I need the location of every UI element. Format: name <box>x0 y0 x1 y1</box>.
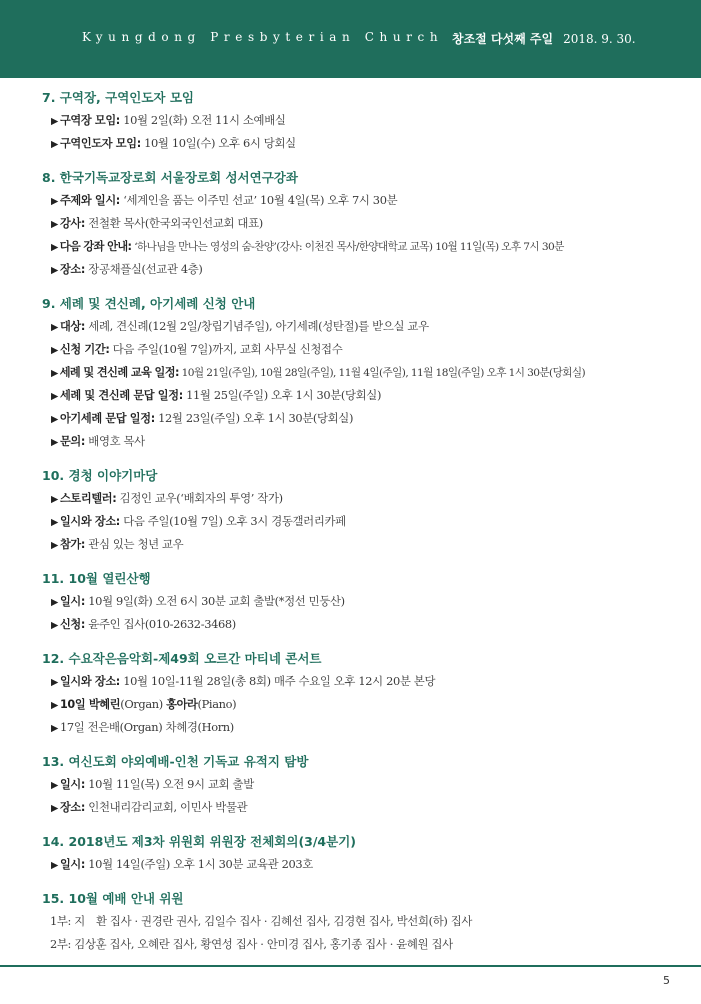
section-title: 15. 10월 예배 안내 위원 <box>42 891 184 906</box>
triangle-bullet-icon: ▶ <box>51 540 58 551</box>
triangle-bullet-icon: ▶ <box>51 723 58 734</box>
item-value: (Piano) <box>197 697 237 711</box>
item-label: 세례 및 견신례 교육 일정: <box>59 366 179 379</box>
item-value: 윤주인 집사(010-2632-3468) <box>85 617 236 631</box>
triangle-bullet-icon: ▶ <box>51 391 58 402</box>
item-value: ‘하나님을 만나는 영성의 숨-찬양’(강사: 이천진 목사/한양대학교 교목) 10월 11일(목) 오후 7시 30분 <box>131 241 564 253</box>
item-label: 주제와 일시: <box>59 194 120 207</box>
section-title: 9. 세례 및 견신례, 아기세례 신청 안내 <box>42 296 256 311</box>
item-label: 장소: <box>59 801 86 814</box>
list-item <box>42 258 692 281</box>
list-item <box>42 796 692 819</box>
item-label: 홍아라 <box>166 698 198 711</box>
church-name: Kyungdong Presbyterian Church <box>82 30 444 44</box>
usher-line: 1부: 지 환 집사 · 권경란 권사, 김일수 집사 · 김혜선 집사, 김경현 집사, 박선희(하) 집사 <box>50 914 473 928</box>
item-value: 배영호 목사 <box>85 434 145 448</box>
list-item <box>42 853 692 876</box>
triangle-bullet-icon: ▶ <box>51 219 58 230</box>
triangle-bullet-icon: ▶ <box>51 437 58 448</box>
item-label: 일시와 장소: <box>59 515 120 528</box>
item-value: (Organ) <box>120 697 167 711</box>
item-value: 김정인 교우(‘배회자의 투영’ 작가) <box>116 491 283 505</box>
section-title: 7. 구역장, 구역인도자 모임 <box>42 90 195 105</box>
item-value: 10월 10일(수) 오후 6시 당회실 <box>140 136 296 150</box>
triangle-bullet-icon: ▶ <box>51 700 58 711</box>
section-concert <box>42 647 692 739</box>
triangle-bullet-icon: ▶ <box>51 242 58 253</box>
list-item <box>42 510 692 533</box>
list-item <box>42 338 692 361</box>
item-label: 신청 기간: <box>59 343 110 356</box>
item-label: 10일 박혜린 <box>59 698 121 711</box>
triangle-bullet-icon: ▶ <box>51 597 58 608</box>
sunday-title: 창조절 다섯째 주일 <box>452 32 554 46</box>
list-item <box>42 693 692 716</box>
item-label: 신청: <box>59 618 86 631</box>
item-value: 17일 전은배(Organ) 차혜경(Horn) <box>59 720 234 734</box>
triangle-bullet-icon: ▶ <box>51 116 58 127</box>
item-label: 일시: <box>59 595 86 608</box>
list-item <box>42 109 692 132</box>
section-ushers <box>42 887 692 956</box>
item-value: 다음 주일(10월 7일) 오후 3시 경동갤러리카페 <box>119 514 346 528</box>
item-label: 참가: <box>59 538 86 551</box>
section-committee-meeting <box>42 830 692 876</box>
item-value: 세례, 견신례(12월 2일/창립기념주일), 아기세례(성탄절)를 받으실 교우 <box>85 319 429 333</box>
item-label: 아기세례 문답 일정: <box>59 412 155 425</box>
item-label: 문의: <box>59 435 86 448</box>
list-item <box>42 430 692 453</box>
section-outdoor-worship <box>42 750 692 819</box>
item-value: 10월 9일(화) 오전 6시 30분 교회 출발(*정선 민둥산) <box>85 594 345 608</box>
list-item <box>42 670 692 693</box>
section-title: 10. 경청 이야기마당 <box>42 468 158 483</box>
list-item <box>42 773 692 796</box>
list-item <box>42 716 692 739</box>
section-title: 11. 10월 열린산행 <box>42 571 151 586</box>
section-baptism <box>42 292 692 453</box>
item-value: 10월 21일(주일), 10월 28일(주일), 11월 4일(주일), 11월 18일(주일) 오후 1시 30분(당회실) <box>178 367 586 379</box>
item-value: 12월 23일(주일) 오후 1시 30분(당회실) <box>154 411 354 425</box>
triangle-bullet-icon: ▶ <box>51 620 58 631</box>
item-value: 10월 14일(주일) 오후 1시 30분 교육관 203호 <box>85 857 313 871</box>
section-story-forum <box>42 464 692 556</box>
triangle-bullet-icon: ▶ <box>51 196 58 207</box>
item-value: 장공채플실(선교관 4층) <box>85 262 203 276</box>
page-header <box>0 0 701 78</box>
list-item <box>42 613 692 636</box>
triangle-bullet-icon: ▶ <box>51 265 58 276</box>
section-hiking <box>42 567 692 636</box>
item-label: 스토리텔러: <box>59 492 117 505</box>
list-item <box>42 132 692 155</box>
list-item <box>42 384 692 407</box>
item-value: 10월 2일(화) 오전 11시 소예배실 <box>119 113 286 127</box>
section-title: 12. 수요작은음악회-제49회 오르간 마티네 콘서트 <box>42 651 322 666</box>
list-item <box>42 533 692 556</box>
item-value: 관심 있는 청년 교우 <box>85 537 184 551</box>
item-value: 11월 25일(주일) 오후 1시 30분(당회실) <box>182 388 382 402</box>
triangle-bullet-icon: ▶ <box>51 322 58 333</box>
item-label: 장소: <box>59 263 86 276</box>
item-label: 일시: <box>59 858 86 871</box>
item-label: 대상: <box>59 320 86 333</box>
section-title: 14. 2018년도 제3차 위원회 위원장 전체회의(3/4분기) <box>42 834 356 849</box>
section-title: 13. 여신도회 야외예배-인천 기독교 유적지 탐방 <box>42 754 309 769</box>
list-item <box>42 315 692 338</box>
announcements <box>42 86 692 967</box>
triangle-bullet-icon: ▶ <box>51 803 58 814</box>
item-label: 구역장 모임: <box>59 114 120 127</box>
item-value: 인천내리감리교회, 이민사 박물관 <box>85 800 248 814</box>
list-item <box>42 212 692 235</box>
item-label: 다음 강좌 안내: <box>59 240 132 253</box>
list-item <box>42 189 692 212</box>
section-district-meeting <box>42 86 692 155</box>
list-item <box>42 235 692 258</box>
item-label: 세례 및 견신례 문답 일정: <box>59 389 183 402</box>
triangle-bullet-icon: ▶ <box>51 368 58 379</box>
section-bible-lecture <box>42 166 692 281</box>
item-value: 10월 11일(목) 오전 9시 교회 출발 <box>85 777 254 791</box>
triangle-bullet-icon: ▶ <box>51 414 58 425</box>
list-item <box>42 361 692 384</box>
list-item <box>42 590 692 613</box>
item-label: 일시: <box>59 778 86 791</box>
list-item <box>42 407 692 430</box>
item-value: ‘세계인을 품는 이주민 선교’ 10월 4일(목) 오후 7시 30분 <box>119 193 398 207</box>
triangle-bullet-icon: ▶ <box>51 345 58 356</box>
section-title: 8. 한국기독교장로회 서울장로회 성서연구강좌 <box>42 170 298 185</box>
page-number: 5 <box>663 974 670 987</box>
usher-line: 2부: 김상훈 집사, 오혜란 집사, 황연성 집사 · 안미경 집사, 홍기종 집사 · 윤혜원 집사 <box>50 937 453 951</box>
footer-divider <box>0 965 701 967</box>
triangle-bullet-icon: ▶ <box>51 860 58 871</box>
item-label: 일시와 장소: <box>59 675 120 688</box>
triangle-bullet-icon: ▶ <box>51 780 58 791</box>
header-info <box>452 30 636 47</box>
item-label: 강사: <box>59 217 86 230</box>
item-value: 전철환 목사(한국외국인선교회 대표) <box>85 216 263 230</box>
bulletin-date: 2018. 9. 30. <box>563 32 636 46</box>
list-item <box>42 487 692 510</box>
triangle-bullet-icon: ▶ <box>51 139 58 150</box>
triangle-bullet-icon: ▶ <box>51 494 58 505</box>
item-value: 10월 10일-11월 28일(총 8회) 매주 수요일 오후 12시 20분 본당 <box>119 674 436 688</box>
triangle-bullet-icon: ▶ <box>51 677 58 688</box>
triangle-bullet-icon: ▶ <box>51 517 58 528</box>
item-value: 다음 주일(10월 7일)까지, 교회 사무실 신청접수 <box>109 342 343 356</box>
item-label: 구역인도자 모임: <box>59 137 141 150</box>
